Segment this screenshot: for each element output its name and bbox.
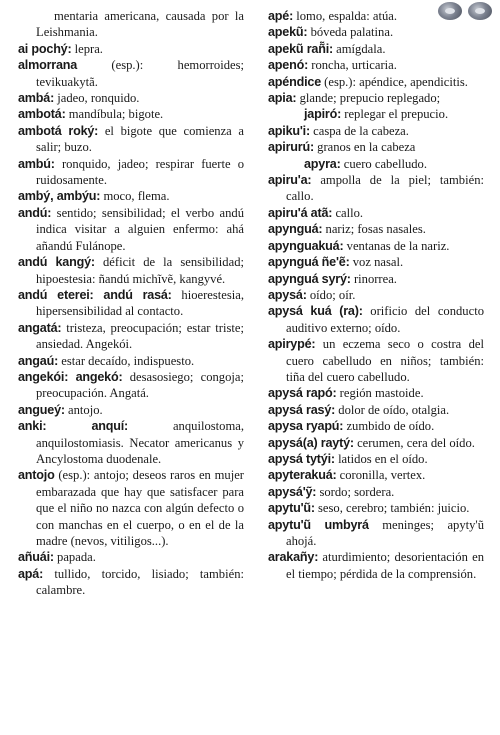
entry-definition: seso, cerebro; también: juicio. <box>318 501 470 516</box>
entry-definition: rinorrea. <box>353 271 397 286</box>
entry-definition: desasosiego; congoja; preocupación. Angatá. <box>36 369 244 401</box>
entry-definition: ronquido, jadeo; respirar fuerte o ruidosamente. <box>36 156 244 188</box>
left-column <box>18 8 244 599</box>
entry-headword: antojo <box>18 468 55 483</box>
dictionary-entry <box>18 188 244 204</box>
dictionary-entry <box>268 303 484 336</box>
entry-definition: orificio del conducto auditivo externo; oído. <box>286 304 484 335</box>
entry-definition: oído; oír. <box>309 287 356 302</box>
entry-headword: apirypé: <box>268 337 316 352</box>
dictionary-entry <box>268 385 484 401</box>
dictionary-entry <box>268 57 484 73</box>
dictionary-subentry <box>268 156 484 172</box>
dictionary-entry <box>268 435 484 451</box>
entry-headword: apysá kuá (ra): <box>268 304 363 319</box>
dictionary-entry <box>268 336 484 385</box>
dictionary-entry <box>268 517 484 550</box>
entry-headword: apynguá: <box>268 222 323 237</box>
dictionary-entry <box>18 402 244 418</box>
entry-definition: roncha, urticaria. <box>311 58 397 73</box>
entry-definition: replegar el prepucio. <box>344 107 449 122</box>
dictionary-entry <box>18 369 244 402</box>
dictionary-entry <box>18 549 244 565</box>
dictionary-entry <box>18 566 244 599</box>
entry-definition: jadeo, ronquido. <box>57 91 140 106</box>
dictionary-entry <box>18 254 244 287</box>
entry-headword: apytu'ũ: <box>268 501 315 516</box>
entry-definition: (esp.): apéndice, apendicitis. <box>324 74 468 89</box>
entry-definition: mentaria americana, causada por la Leishmania. <box>36 9 244 40</box>
entry-headword: andú kangý: <box>18 255 95 270</box>
dictionary-entry <box>268 205 484 221</box>
entry-definition: lomo, espalda: atúa. <box>296 9 397 23</box>
entry-headword: ambotá roký: <box>18 123 99 138</box>
entry-definition: sordo; sordera. <box>319 484 395 499</box>
entry-headword: angekói: angekó: <box>18 369 123 384</box>
entry-headword: apysá'ỹ: <box>268 484 317 499</box>
entry-definition: dolor de oído, otalgia. <box>338 402 450 417</box>
dictionary-entry <box>268 271 484 287</box>
entry-headword: ambá: <box>18 91 55 106</box>
entry-definition: cerumen, cera del oído. <box>357 435 475 450</box>
entry-definition: tristeza, preocupación; estar triste; ansiedad. Angekói. <box>36 320 244 352</box>
dictionary-entry <box>18 8 244 41</box>
dictionary-entry <box>268 123 484 139</box>
entry-definition: ampolla de la piel; también: callo. <box>286 173 484 204</box>
entry-definition: (esp.): antojo; deseos raros en mujer embarazada que hay que satisfacer para que el niño no nazca con algún defecto o con manchas en el cuerpo, o en el de la madre (nevos, vitiligos...). <box>36 468 244 548</box>
entry-headword: apiru'a: <box>268 173 312 188</box>
entry-definition: callo. <box>335 205 364 220</box>
entry-definition: coronilla, vertex. <box>339 468 426 483</box>
entry-definition: tullido, torcido, lisiado; también: calambre. <box>36 566 244 598</box>
entry-headword: apiru'á atã: <box>268 205 333 220</box>
dictionary-entry <box>268 451 484 467</box>
entry-headword: apynguakuá: <box>268 238 344 253</box>
entry-definition: mandíbula; bigote. <box>68 107 164 122</box>
entry-headword: andú: <box>18 205 52 220</box>
entry-headword: ambý, ambýu: <box>18 189 101 204</box>
entry-headword: apirurú: <box>268 140 314 155</box>
entry-definition: glande; prepucio replegado; <box>299 91 441 106</box>
dictionary-entry <box>268 484 484 500</box>
entry-definition: déficit de la sensibilidad; hipoestesia: ñandú michĩvẽ, kangyvé. <box>36 255 244 286</box>
entry-headword: japiró: <box>304 107 342 122</box>
entry-headword: arakañy: <box>268 550 319 565</box>
dictionary-entry <box>268 549 484 582</box>
entry-headword: apiku'i: <box>268 123 310 138</box>
entry-headword: andú eterei: andú rasá: <box>18 287 172 302</box>
entry-definition: latidos en el oído. <box>338 451 428 466</box>
dictionary-entry <box>268 139 484 155</box>
dictionary-entry <box>268 418 484 434</box>
entry-headword: apysá rapó: <box>268 386 337 401</box>
dictionary-entry <box>18 106 244 122</box>
entry-headword: apynguá ñe'ẽ: <box>268 255 350 270</box>
entry-definition: amígdala. <box>336 41 386 56</box>
entry-definition: nariz; fosas nasales. <box>325 222 426 237</box>
dictionary-entry <box>18 41 244 57</box>
entry-headword: angueý: <box>18 402 65 417</box>
dictionary-entry <box>268 74 484 90</box>
entry-definition: voz nasal. <box>352 255 404 270</box>
entry-definition: (esp.): hemorroides; tevikuakytã. <box>36 58 244 89</box>
entry-headword: apysá tytýi: <box>268 451 335 466</box>
entry-definition: bóveda palatina. <box>310 25 394 40</box>
dictionary-entry <box>268 90 484 106</box>
dictionary-entry <box>18 287 244 320</box>
entry-headword: apysá: <box>268 287 307 302</box>
dictionary-entry <box>18 205 244 254</box>
entry-headword: apéndice <box>268 74 321 89</box>
dictionary-entry <box>268 254 484 270</box>
entry-headword: apenó: <box>268 58 309 73</box>
dictionary-entry <box>18 156 244 189</box>
entry-definition: moco, flema. <box>103 189 170 204</box>
dictionary-entry <box>18 123 244 156</box>
dictionary-entry <box>18 353 244 369</box>
entry-headword: almorrana <box>18 58 78 73</box>
entry-definition: antojo. <box>68 402 103 417</box>
dictionary-entry <box>268 467 484 483</box>
entry-headword: apekũ rañ̃i: <box>268 41 333 56</box>
entry-definition: cuero cabelludo. <box>343 156 427 171</box>
entry-headword: apytu'ũ umbyrá <box>268 517 369 532</box>
entry-headword: apia: <box>268 91 297 106</box>
dictionary-entry <box>268 500 484 516</box>
entry-headword: ambotá: <box>18 107 66 122</box>
entry-headword: apyterakuá: <box>268 468 337 483</box>
dictionary-entry <box>18 418 244 467</box>
entry-definition: lepra. <box>74 41 103 56</box>
dictionary-entry <box>268 172 484 205</box>
dictionary-entry <box>268 24 484 40</box>
entry-headword: ai pochý: <box>18 41 72 56</box>
dictionary-entry <box>268 238 484 254</box>
entry-headword: añuái: <box>18 550 54 565</box>
dictionary-entry <box>18 90 244 106</box>
dictionary-entry <box>18 57 244 90</box>
entry-definition: caspa de la cabeza. <box>313 123 409 138</box>
dictionary-entry <box>268 8 484 24</box>
dictionary-entry <box>268 402 484 418</box>
entry-headword: apekũ: <box>268 25 308 40</box>
entry-definition: hioerestesia, hipersensibilidad al contacto. <box>36 287 244 319</box>
entry-definition: región mastoide. <box>339 386 424 401</box>
entry-definition: meninges; apyty'ũ ahojá. <box>286 517 484 548</box>
entry-definition: anquilostoma, anquilostomiasis. Necator americanus y Ancylostoma duodenale. <box>36 419 244 466</box>
entry-headword: apynguá syrý: <box>268 271 351 286</box>
entry-headword: apé: <box>268 9 294 23</box>
entry-headword: apá: <box>18 566 44 581</box>
dictionary-entry <box>18 467 244 549</box>
entry-definition: el bigote que comienza a salir; buzo. <box>36 123 245 155</box>
entry-definition: granos en la cabeza <box>317 140 416 155</box>
dictionary-entry <box>268 221 484 237</box>
entry-definition: un eczema seco o costra del cuero cabelludo en niños; también: tiña del cuero cabelludo. <box>286 337 484 384</box>
entry-headword: apysa ryapú: <box>268 419 344 434</box>
entry-definition: zumbido de oído. <box>346 419 435 434</box>
dictionary-entry <box>268 287 484 303</box>
entry-headword: angaú: <box>18 353 59 368</box>
right-column <box>268 8 484 582</box>
entry-definition: ventanas de la nariz. <box>346 238 450 253</box>
entry-definition: sentido; sensibilidad; el verbo andú indica visitar a alguien enfermo: ahá añandú Fulánope. <box>36 205 244 253</box>
entry-definition: estar decaído, indispuesto. <box>61 353 195 368</box>
entry-headword: ambú: <box>18 156 55 171</box>
entry-headword: apyra: <box>304 156 341 171</box>
entry-headword: apysá rasý: <box>268 402 336 417</box>
dictionary-entry <box>268 41 484 57</box>
dictionary-subentry <box>268 106 484 122</box>
entry-definition: papada. <box>57 550 96 565</box>
entry-definition: aturdimiento; desorientación en el tiempo; pérdida de la comprensión. <box>286 550 484 581</box>
entry-headword: angatá: <box>18 320 62 335</box>
entry-headword: apysá(a) raytý: <box>268 435 354 450</box>
entry-headword: anki: anquí: <box>18 419 129 434</box>
dictionary-entry <box>18 320 244 353</box>
